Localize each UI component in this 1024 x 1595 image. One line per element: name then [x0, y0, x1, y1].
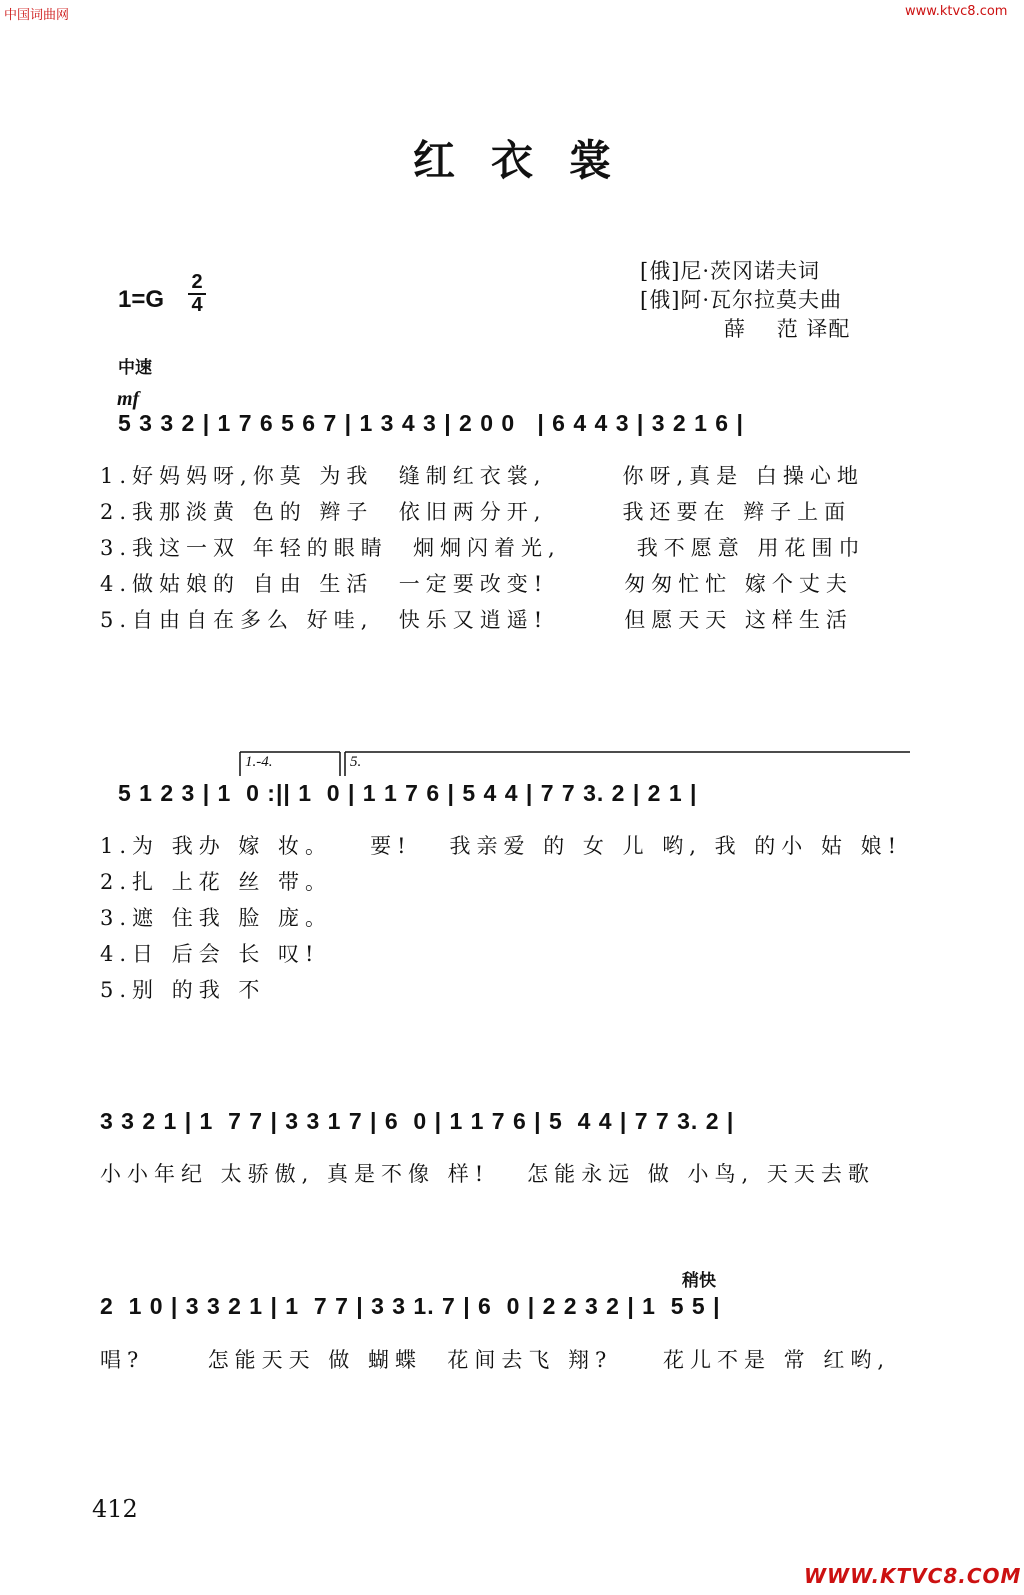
system-1-lyric-2: 2.我那淡黄 色的 辫子 依旧两分开, 我还要在 辫子上面: [100, 500, 852, 524]
dynamics-marking: mf: [117, 388, 140, 410]
time-signature: [186, 272, 208, 316]
system-2-lyric-4: 4.日 后会 长 叹!: [100, 942, 320, 966]
translator-credit: 薛 范 译配: [724, 317, 851, 341]
system-4-notes: 2 1 0 | 3 3 2 1 | 1 7 7 | 3 3 1. 7 | 6 0 | 2 2 3 2 | 1 5 5 |: [100, 1293, 721, 1319]
system-1-lyric-4: 4.做姑娘的 自由 生活 一定要改变! 匆匆忙忙 嫁个丈夫: [100, 572, 853, 596]
system-4-tempo-mark: 稍快: [682, 1271, 716, 1290]
system-2-lyric-3: 3.遮 住我 脸 庞。: [100, 906, 333, 930]
time-signature-bottom: 4: [191, 294, 203, 316]
watermark-top-left: 中国词曲网: [4, 8, 70, 23]
composer-credit: [俄]阿·瓦尔拉莫夫曲: [640, 288, 843, 312]
time-signature-top: 2: [191, 271, 203, 293]
system-3-lyric-1: 小小年纪 太骄傲, 真是不像 样! 怎能永远 做 小鸟, 天天去歌: [100, 1162, 875, 1186]
volta-brackets: [230, 748, 930, 778]
page-number: 412: [92, 1495, 138, 1523]
song-title: 红衣裳: [412, 136, 647, 185]
lyricist-credit: [俄]尼·茨冈诺夫词: [640, 259, 821, 283]
system-3-notes: 3 3 2 1 | 1 7 7 | 3 3 1 7 | 6 0 | 1 1 7 6 | 5 4 4 | 7 7 3. 2 |: [100, 1108, 735, 1134]
key-signature: 1=G: [118, 286, 165, 313]
system-1-lyric-5: 5.自由自在多么 好哇, 快乐又逍遥! 但愿天天 这样生活: [100, 608, 853, 632]
system-2-notes: 5 1 2 3 | 1 0 :|| 1 0 | 1 1 7 6 | 5 4 4 | 7 7 3. 2 | 2 1 |: [118, 780, 698, 806]
watermark-top-right: www.ktvc8.com: [905, 4, 1008, 19]
system-1-notes: 5 3 3 2 | 1 7 6 5 6 7 | 1 3 4 3 | 2 0 0 | 6 4 4 3 | 3 2 1 6 |: [118, 410, 744, 436]
system-1-lyric-1: 1.好妈妈呀,你莫 为我 缝制红衣裳, 你呀,真是 白操心地: [100, 464, 864, 488]
volta-2-label: 5.: [350, 754, 362, 770]
system-1-lyric-3: 3.我这一双 年轻的眼睛 炯炯闪着光, 我不愿意 用花围巾: [100, 536, 866, 560]
system-2-lyric-1: 1.为 我办 嫁 妆。 要! 我亲爱 的 女 儿 哟, 我 的小 姑 娘!: [100, 834, 903, 858]
watermark-bottom-right: WWW.KTVC8.COM: [804, 1564, 1022, 1588]
tempo-marking: 中速: [118, 358, 152, 377]
system-4-lyric-1: 唱? 怎能天天 做 蝴蝶 花间去飞 翔? 花儿不是 常 红哟,: [100, 1348, 890, 1372]
system-2-lyric-2: 2.扎 上花 丝 带。: [100, 870, 333, 894]
system-2-lyric-5: 5.别 的我 不: [100, 978, 266, 1002]
volta-1-label: 1.-4.: [245, 754, 273, 770]
